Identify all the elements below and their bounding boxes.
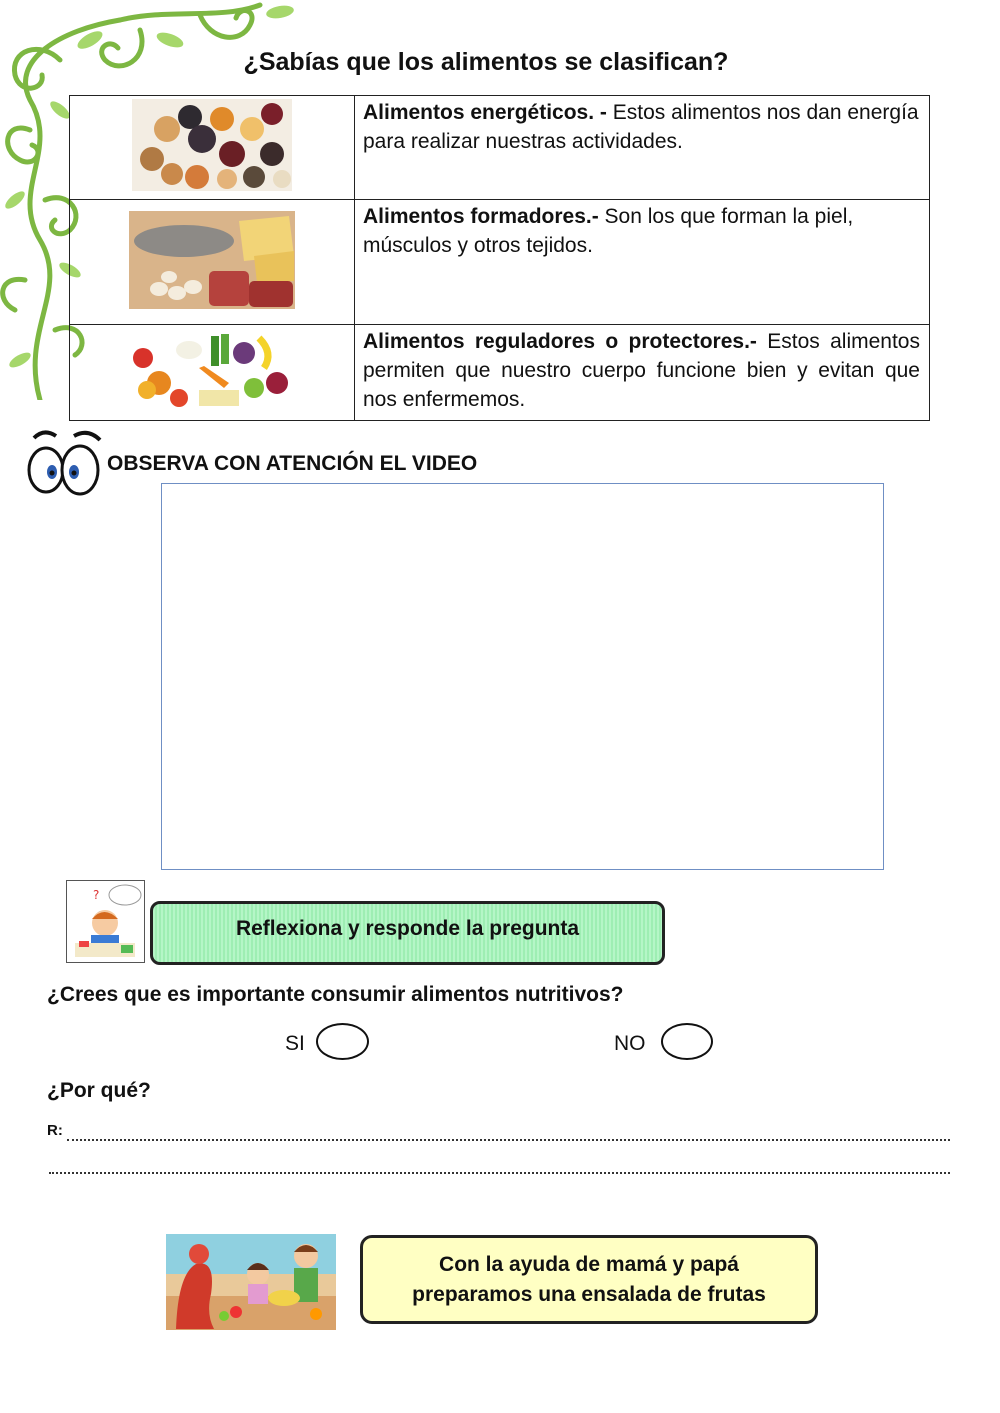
observe-heading: OBSERVA CON ATENCIÓN EL VIDEO [107,452,478,475]
table-row [70,200,930,325]
table-row [70,96,930,200]
food-description-cell [355,96,930,200]
thinking-child-image [66,880,145,963]
image-cell [70,200,355,325]
answer-label: R: [47,1122,63,1139]
video-embed-area[interactable] [161,483,884,870]
food-description-cell [355,200,930,325]
svg-text:?: ? [93,888,100,902]
food-type-name: Alimentos energéticos. - [363,101,607,124]
fruit-salad-line-2: preparamos una ensalada de frutas [412,1282,766,1306]
fruit-salad-line-1: Con la ayuda de mamá y papá [439,1252,739,1276]
reflect-banner-text: Reflexiona y responde la pregunta [235,917,580,940]
food-description-cell [355,325,930,421]
answer-line[interactable] [67,1139,950,1141]
food-type-description: Son los que forman la piel, músculos y otros tejidos. [363,205,854,257]
why-question: ¿Por qué? [47,1079,151,1102]
food-type-name: Alimentos formadores.- [363,205,599,228]
page-title: ¿Sabías que los alimentos se clasifican? [243,48,729,76]
food-type-name: Alimentos reguladores o protectores.- [363,330,757,353]
image-cell [70,325,355,421]
question-text: ¿Crees que es importante consumir alimentos nutritivos? [47,983,624,1006]
family-cooking-image [166,1234,336,1330]
yes-label: SI [285,1032,305,1055]
dried-fruits-nuts-image [132,99,292,191]
food-type-description: Estos alimentos nos dan energía para realizar nuestras actividades. [363,101,919,153]
fruits-vegetables-image [129,328,295,412]
fruit-salad-banner [360,1235,818,1324]
no-answer-oval[interactable] [661,1023,713,1060]
eyes-icon [26,428,104,498]
image-cell [70,96,355,200]
yes-answer-oval[interactable] [316,1023,369,1060]
meat-fish-eggs-cheese-image [129,211,295,309]
table-row [70,325,930,421]
answer-line[interactable] [49,1172,950,1174]
food-classification-table [69,95,930,421]
reflect-banner [150,901,665,965]
food-type-description: Estos alimentos permiten que nuestro cuerpo funcione bien y evitan que nos enfermemos. [363,330,920,411]
no-label: NO [614,1032,646,1055]
